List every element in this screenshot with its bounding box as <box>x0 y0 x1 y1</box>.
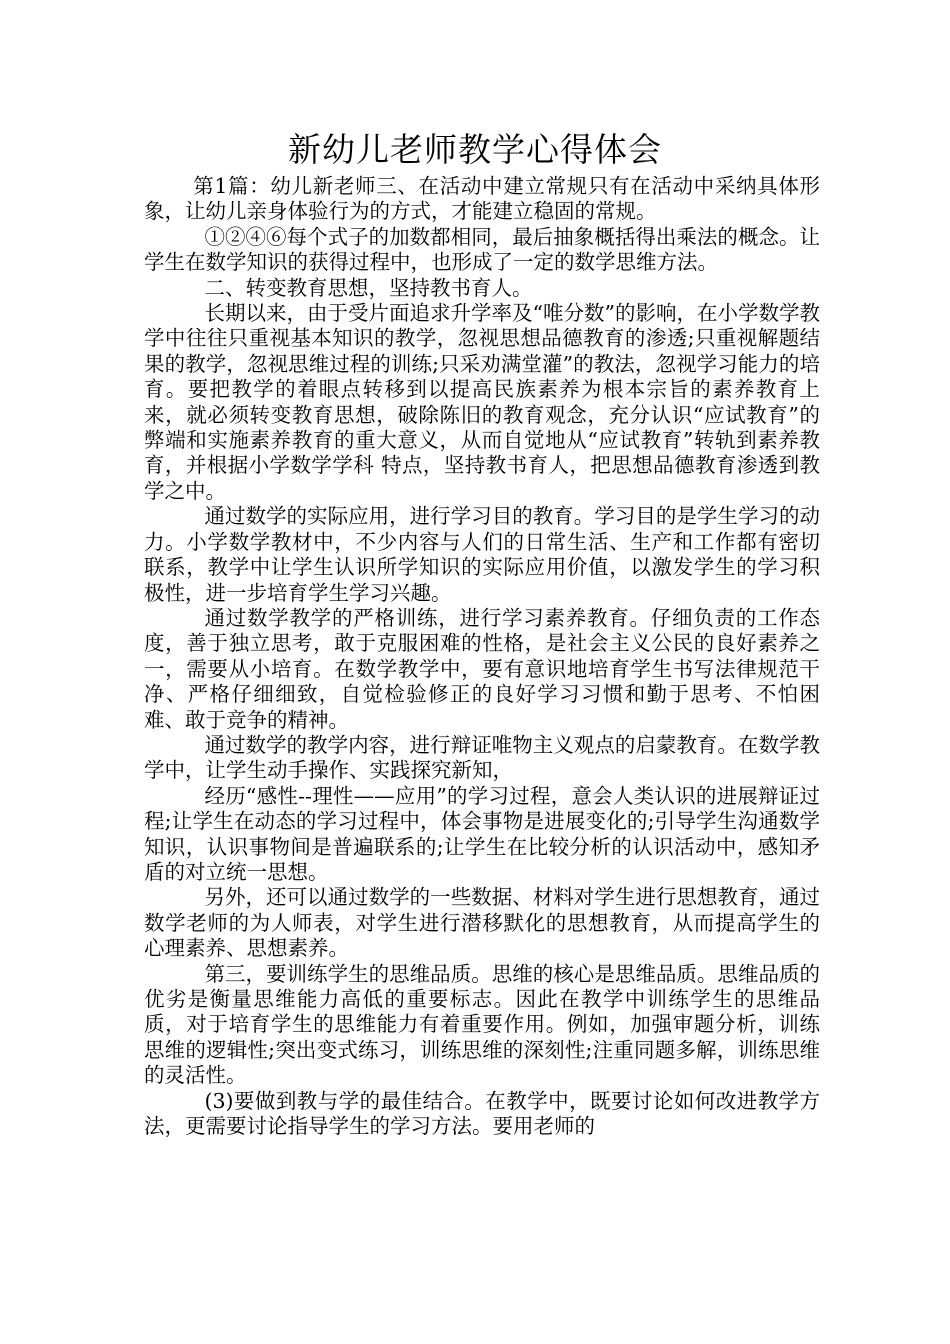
paragraph: 通过数学的实际应用，进行学习目的教育。学习目的是学生学习的动力。小学数学教材中，不少内容与人们的日常生活、生产和工作都有密切联系，教学中让学生认识所学知识的实际应用价值，以激发学生的学习积极性，进一步培育学生学习兴趣。 <box>144 504 820 605</box>
paragraph: 二、转变教育思想，坚持教书育人。 <box>204 275 533 300</box>
paragraph: ①②④⑥每个式子的加数都相同，最后抽象概括得出乘法的概念。让学生在数学知识的获得过程中，也形成了一定的数学思维方法。 <box>144 224 820 275</box>
paragraph: 经历“感性--理性——应用”的学习过程，意会人类认识的进展辩证过程;让学生在动态的学习过程中，体会事物是进展变化的;引导学生沟通数学知识，认识事物间是普遍联系的;让学生在比较分析的认识活动中，感知矛盾的对立统一思想。 <box>144 783 820 884</box>
paragraph: (3)要做到教与学的最佳结合。在教学中，既要讨论如何改进教学方法，更需要讨论指导学生的学习方法。要用老师的 <box>144 1088 820 1139</box>
paragraph: 通过数学的教学内容，进行辩证唯物主义观点的启蒙教育。在数学教学中，让学生动手操作、实践探究新知， <box>144 732 820 783</box>
document-body <box>144 174 820 1139</box>
paragraph: 第1篇：幼儿新老师三、在活动中建立常规只有在活动中采纳具体形象，让幼儿亲身体验行为的方式，才能建立稳固的常规。 <box>144 174 820 224</box>
paragraph: 长期以来，由于受片面追求升学率及“唯分数”的影响，在小学数学教学中往往只重视基本知识的教学，忽视思想品德教育的渗透;只重视解题结果的教学，忽视思维过程的训练;只采劝满堂灌”的教法，忽视学习能力的培育。要把教学的着眼点转移到以提高民族素养为根本宗旨的素养教育上来，就必须转变教育思想，破除陈旧的教育观念，充分认识“应试教育”的弊端和实施素养教育的重大意义，从而自觉地从“应试教育”转轨到素养教育，并根据小学数学学科 特点，坚持教书育人，把思想品德教育渗透到教学之中。 <box>144 301 820 503</box>
document-title: 新幼儿老师教学心得体会 <box>288 130 662 169</box>
paragraph: 另外，还可以通过数学的一些数据、材料对学生进行思想教育，通过数学老师的为人师表，对学生进行潜移默化的思想教育，从而提高学生的心理素养、思想素养。 <box>144 885 820 961</box>
paragraph: 通过数学教学的严格训练，进行学习素养教育。仔细负责的工作态度，善于独立思考，敢于克服困难的性格，是社会主义公民的良好素养之一，需要从小培育。在数学教学中，要有意识地培育学生书写法律规范干净、严格仔细细致，自觉检验修正的良好学习习惯和勤于思考、不怕困难、敢于竞争的精神。 <box>144 605 820 732</box>
paragraph: 第三，要训练学生的思维品质。思维的核心是思维品质。思维品质的优劣是衡量思维能力高低的重要标志。因此在教学中训练学生的思维品质，对于培育学生的思维能力有着重要作用。例如，加强审题分析，训练思维的逻辑性;突出变式练习，训练思维的深刻性;注重同题多解，训练思维的灵活性。 <box>144 961 820 1088</box>
